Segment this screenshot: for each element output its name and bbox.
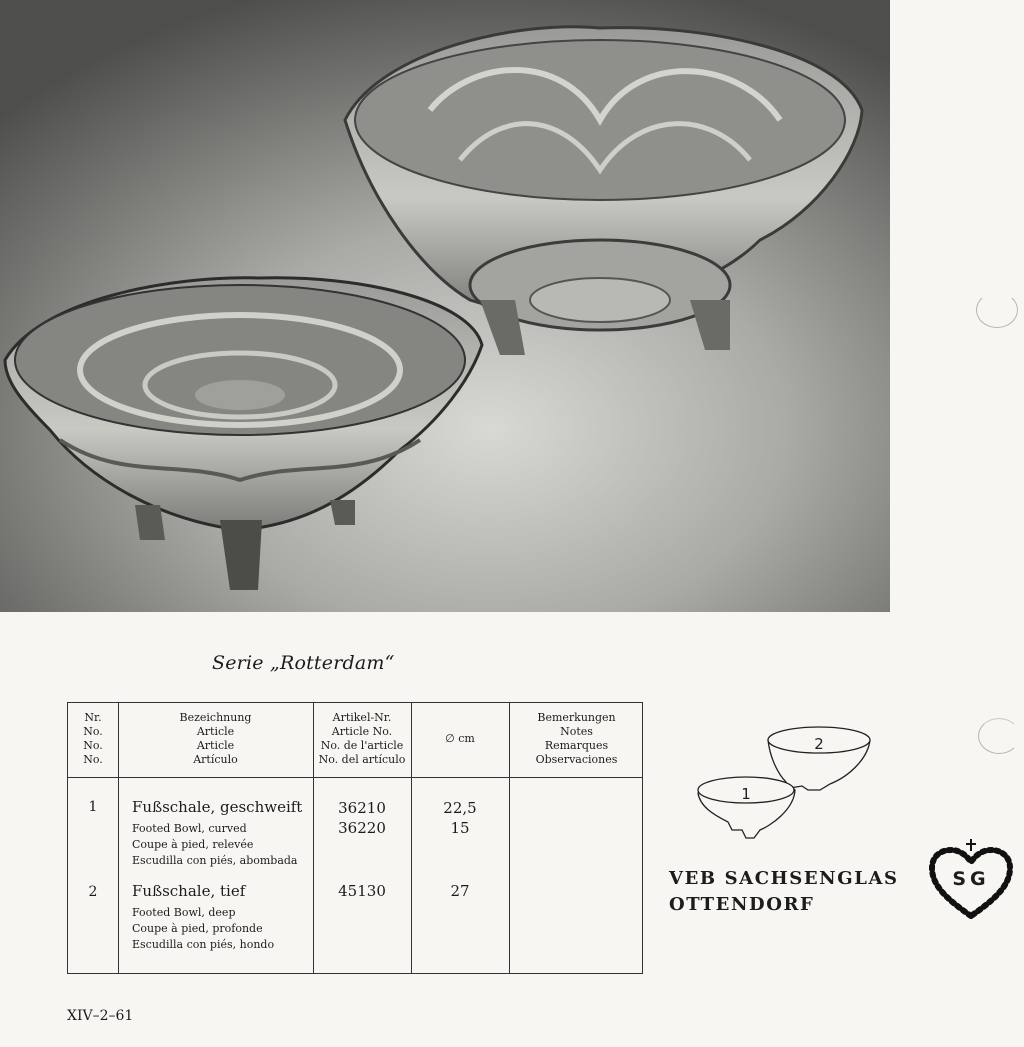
punch-hole <box>976 292 1018 328</box>
header-bemerkungen: Bemerkungen Notes Remarques Observaciones <box>535 711 618 766</box>
row-2-article-number: 45130 <box>338 882 386 900</box>
catalog-page-code: XIV–2–61 <box>67 1008 134 1024</box>
row-1-name: Fußschale, geschweift <box>132 798 303 816</box>
row-1-article-numbers: 36210 36220 <box>338 799 386 837</box>
article-table <box>67 702 643 974</box>
row-1-nr: 1 <box>88 799 98 815</box>
series-title: Serie „Rotterdam“ <box>212 652 395 674</box>
diagram-label-1: 1 <box>741 785 751 803</box>
row-2-diameter: 27 <box>450 882 470 900</box>
row-1-diameters: 22,5 15 <box>443 799 477 837</box>
row-1-translations: Footed Bowl, curved Coupe à pied, relevée Escudilla con piés, abombada <box>132 822 298 867</box>
row-2-translations: Footed Bowl, deep Coupe à pied, profonde Escudilla con piés, hondo <box>132 906 275 951</box>
company-name: VEB SACHSENGLAS OTTENDORF <box>669 868 899 915</box>
header-artikel: Artikel-Nr. Article No. No. de l'article No. del artículo <box>318 711 406 766</box>
logo-text: SG <box>952 868 990 890</box>
diagram-label-2: 2 <box>814 735 824 753</box>
punch-hole <box>978 718 1020 754</box>
bowl-line-drawing <box>690 718 890 848</box>
header-bezeichnung: Bezeichnung Article Article Artículo <box>179 711 252 766</box>
row-2-name: Fußschale, tief <box>132 882 246 900</box>
header-nr: Nr. No. No. No. <box>83 711 103 766</box>
header-diameter: ∅ cm <box>445 732 475 745</box>
header-divider <box>68 777 642 778</box>
row-2-nr: 2 <box>88 884 98 900</box>
sachsenglas-heart-logo <box>928 838 1014 922</box>
